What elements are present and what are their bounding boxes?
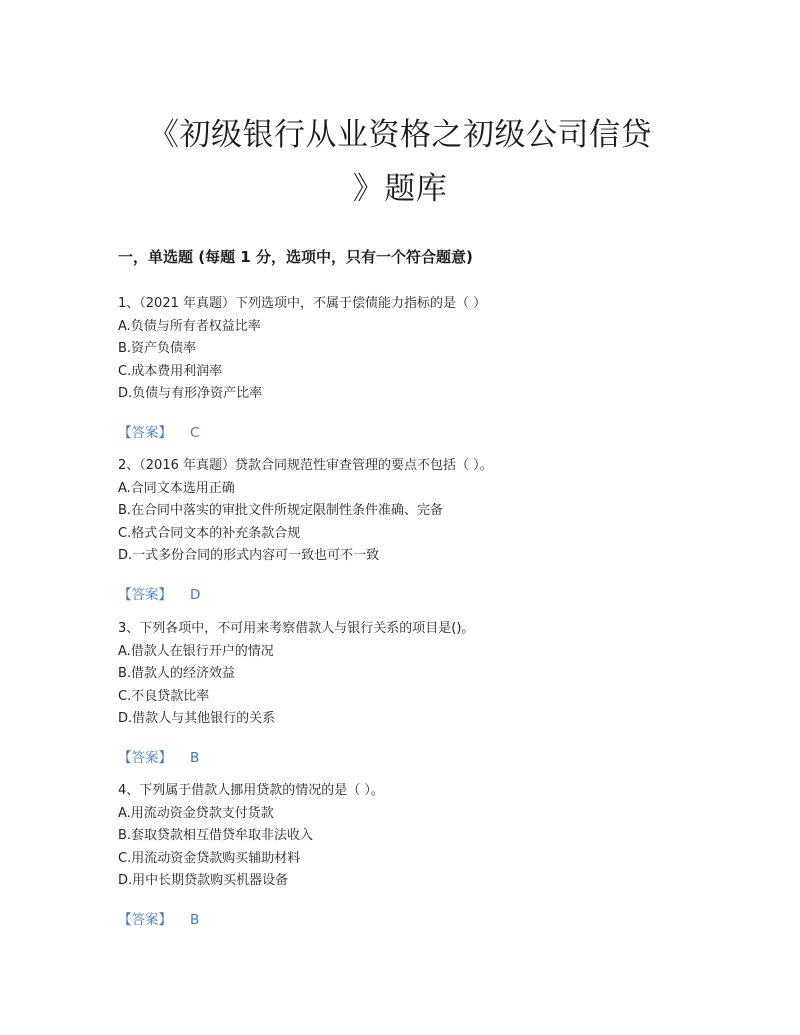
answer-value: B bbox=[190, 750, 200, 766]
answer-value: C bbox=[190, 425, 200, 441]
section-heading: 一，单选题 (每题 1 分，选项中，只有一个符合题意) bbox=[118, 248, 473, 266]
answer-value: D bbox=[190, 587, 201, 603]
answer-label: 【答案】 bbox=[118, 912, 172, 928]
option-b: B.套取贷款相互借贷牟取非法收入 bbox=[118, 828, 314, 843]
document-title bbox=[100, 108, 700, 216]
title-line-2: 》题库 bbox=[352, 171, 448, 207]
option-a: A.借款人在银行开户的情况 bbox=[118, 643, 274, 659]
option-c: C.用流动资金贷款购买辅助材料 bbox=[118, 850, 301, 866]
answer-line bbox=[118, 746, 199, 766]
question-4 bbox=[118, 780, 698, 928]
question-stem: 3、下列各项中，不可用来考察借款人与银行关系的项目是()。 bbox=[118, 621, 475, 636]
answer-label: 【答案】 bbox=[118, 425, 172, 441]
question-1 bbox=[118, 293, 698, 441]
answer-line bbox=[118, 908, 199, 928]
option-d: D.借款人与其他银行的关系 bbox=[118, 711, 276, 726]
question-stem: 1、（2021 年真题）下列选项中，不属于偿债能力指标的是（ ） bbox=[118, 296, 487, 311]
answer-value: B bbox=[190, 912, 200, 928]
option-d: D.负债与有形净资产比率 bbox=[118, 386, 263, 401]
option-b: B.借款人的经济效益 bbox=[118, 666, 236, 681]
option-a: A.负债与所有者权益比率 bbox=[118, 318, 261, 334]
option-a: A.合同文本选用正确 bbox=[118, 480, 235, 496]
question-3 bbox=[118, 618, 698, 766]
option-d: D.一式多份合同的形式内容可一致也可不一致 bbox=[118, 548, 380, 563]
option-c: C.成本费用利润率 bbox=[118, 363, 223, 379]
question-stem: 4、下列属于借款人挪用贷款的情况的是（ ）。 bbox=[118, 783, 384, 798]
answer-label: 【答案】 bbox=[118, 750, 172, 766]
answer-label: 【答案】 bbox=[118, 587, 172, 603]
option-b: B.在合同中落实的审批文件所规定限制性条件准确、完备 bbox=[118, 503, 444, 518]
title-line-1: 《初级银行从业资格之初级公司信贷 bbox=[148, 117, 652, 153]
option-c: C.不良贷款比率 bbox=[118, 688, 210, 704]
option-d: D.用中长期贷款购买机器设备 bbox=[118, 873, 289, 888]
option-a: A.用流动资金贷款支付货款 bbox=[118, 805, 274, 821]
answer-line bbox=[118, 421, 199, 441]
answer-line bbox=[118, 583, 200, 603]
question-2 bbox=[118, 455, 698, 603]
option-c: C.格式合同文本的补充条款合规 bbox=[118, 525, 301, 541]
option-b: B.资产负债率 bbox=[118, 341, 197, 356]
question-stem: 2、（2016 年真题）贷款合同规范性审查管理的要点不包括（ ）。 bbox=[118, 458, 493, 473]
